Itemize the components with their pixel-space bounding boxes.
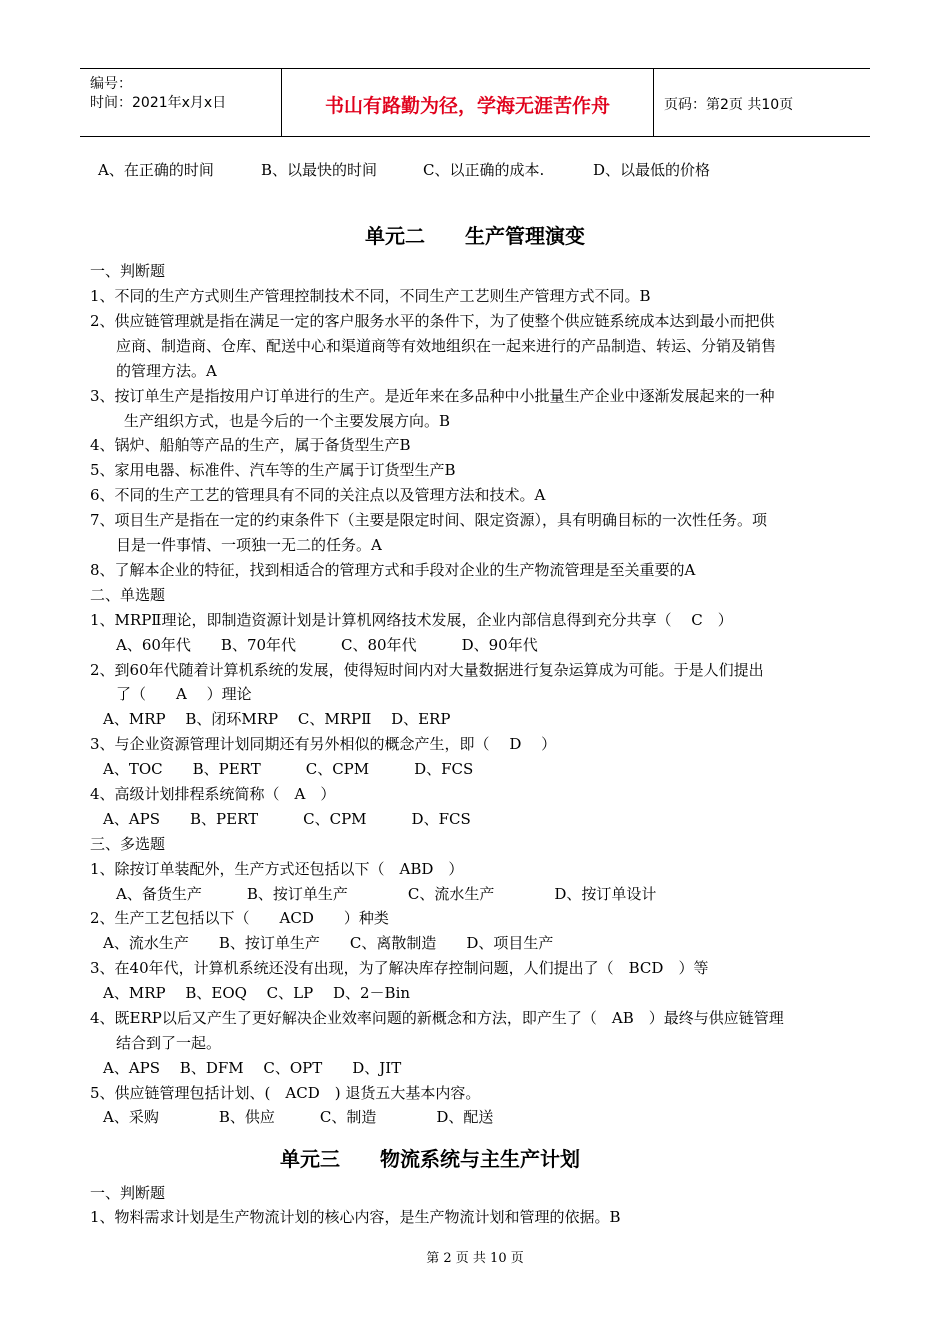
question-line: 1、物料需求计划是生产物流计划的核心内容，是生产物流计划和管理的依据。B bbox=[90, 1208, 621, 1226]
header-motto-cell bbox=[282, 69, 654, 136]
header-table bbox=[80, 68, 870, 137]
options-line: A、MRP B、闭环MRP C、MRPⅡ D、ERP bbox=[103, 710, 451, 728]
question-line: 生产组织方式，也是今后的一个主要发展方向。B bbox=[124, 412, 451, 430]
top-option: B、以最快的时间 bbox=[261, 161, 378, 179]
question-line: 5、供应链管理包括计划、( ACD ) 退货五大基本内容。 bbox=[90, 1084, 481, 1102]
question-line: 结合到了一起。 bbox=[116, 1034, 222, 1052]
motto: 书山有路勤为径，学海无涯苦作舟 bbox=[324, 95, 610, 117]
question-line: 了（ A ）理论 bbox=[116, 685, 252, 703]
unit2-title: 单元二 生产管理演变 bbox=[365, 224, 585, 248]
unit3-title: 单元三 物流系统与主生产计划 bbox=[280, 1147, 580, 1171]
question-line: 3、在40年代，计算机系统还没有出现，为了解决库存控制问题，人们提出了（ BCD ）等 bbox=[90, 959, 709, 977]
top-option: C、以正确的成本. bbox=[423, 161, 545, 179]
options-line: A、APS B、PERT C、CPM D、FCS bbox=[103, 810, 471, 828]
question-line: 4、既ERP以后又产生了更好解决企业效率问题的新概念和方法，即产生了（ AB ）最终与供应链管理 bbox=[90, 1009, 784, 1027]
options-line: A、APS B、DFM C、OPT D、JIT bbox=[103, 1059, 402, 1077]
question-line: 2、供应链管理就是指在满足一定的客户服务水平的条件下，为了使整个供应链系统成本达到最小而把供 bbox=[90, 312, 775, 330]
question-line: 3、按订单生产是指按用户订单进行的生产。是近年来在多品种中小批量生产企业中逐渐发展起来的一种 bbox=[90, 387, 775, 405]
top-option: D、以最低的价格 bbox=[593, 161, 711, 179]
top-option: A、在正确的时间 bbox=[98, 161, 214, 179]
header-page-cell bbox=[654, 69, 870, 136]
date-label: 时间：2021年x月x日 bbox=[90, 95, 227, 111]
header-info-cell bbox=[80, 69, 282, 136]
question-line: 1、MRPⅡ理论，即制造资源计划是计算机网络技术发展，企业内部信息得到充分共享（ C ） bbox=[90, 611, 733, 629]
question-line: 4、锅炉、船舶等产品的生产，属于备货型生产B bbox=[90, 436, 411, 454]
options-line: A、备货生产 B、按订单生产 C、流水生产 D、按订单设计 bbox=[116, 885, 657, 903]
question-line: 1、除按订单装配外，生产方式还包括以下（ ABD ） bbox=[90, 860, 464, 878]
section-heading: 三、多选题 bbox=[90, 835, 166, 853]
question-line: 4、高级计划排程系统简称（ A ） bbox=[90, 785, 336, 803]
top-options bbox=[98, 160, 710, 180]
options-line: A、TOC B、PERT C、CPM D、FCS bbox=[103, 760, 474, 778]
section-heading: 一、判断题 bbox=[90, 1184, 166, 1202]
options-line: A、MRP B、EOQ C、LP D、2－Bin bbox=[103, 984, 411, 1002]
question-line: 5、家用电器、标准件、汽车等的生产属于订货型生产B bbox=[90, 461, 456, 479]
question-line: 的管理方法。A bbox=[116, 362, 217, 380]
question-line: 6、不同的生产工艺的管理具有不同的关注点以及管理方法和技术。A bbox=[90, 486, 546, 504]
question-line: 8、了解本企业的特征，找到相适合的管理方式和手段对企业的生产物流管理是至关重要的A bbox=[90, 561, 696, 579]
question-line: 1、不同的生产方式则生产管理控制技术不同，不同生产工艺则生产管理方式不同。B bbox=[90, 287, 651, 305]
section-heading: 二、单选题 bbox=[90, 586, 166, 604]
question-line: 目是一件事情、一项独一无二的任务。A bbox=[116, 536, 382, 554]
page-label: 页码：第2页 共10页 bbox=[664, 97, 794, 113]
options-line: A、采购 B、供应 C、制造 D、配送 bbox=[103, 1108, 494, 1126]
options-line: A、60年代 B、70年代 C、80年代 D、90年代 bbox=[116, 636, 538, 654]
question-line: 2、生产工艺包括以下（ ACD ）种类 bbox=[90, 909, 389, 927]
section-heading: 一、判断题 bbox=[90, 262, 166, 280]
code-label: 编号： bbox=[90, 76, 132, 92]
question-line: 应商、制造商、仓库、配送中心和渠道商等有效地组织在一起来进行的产品制造、转运、分销及销售 bbox=[116, 337, 777, 355]
question-line: 3、与企业资源管理计划同期还有另外相似的概念产生，即（ D ） bbox=[90, 735, 557, 753]
page-footer: 第 2 页 共 10 页 bbox=[426, 1251, 524, 1266]
question-line: 7、项目生产是指在一定的约束条件下（主要是限定时间、限定资源），具有明确目标的一次性任务。项 bbox=[90, 511, 768, 529]
options-line: A、流水生产 B、按订单生产 C、离散制造 D、项目生产 bbox=[103, 934, 554, 952]
question-line: 2、到60年代随着计算机系统的发展，使得短时间内对大量数据进行复杂运算成为可能。于是人们提出 bbox=[90, 661, 764, 679]
